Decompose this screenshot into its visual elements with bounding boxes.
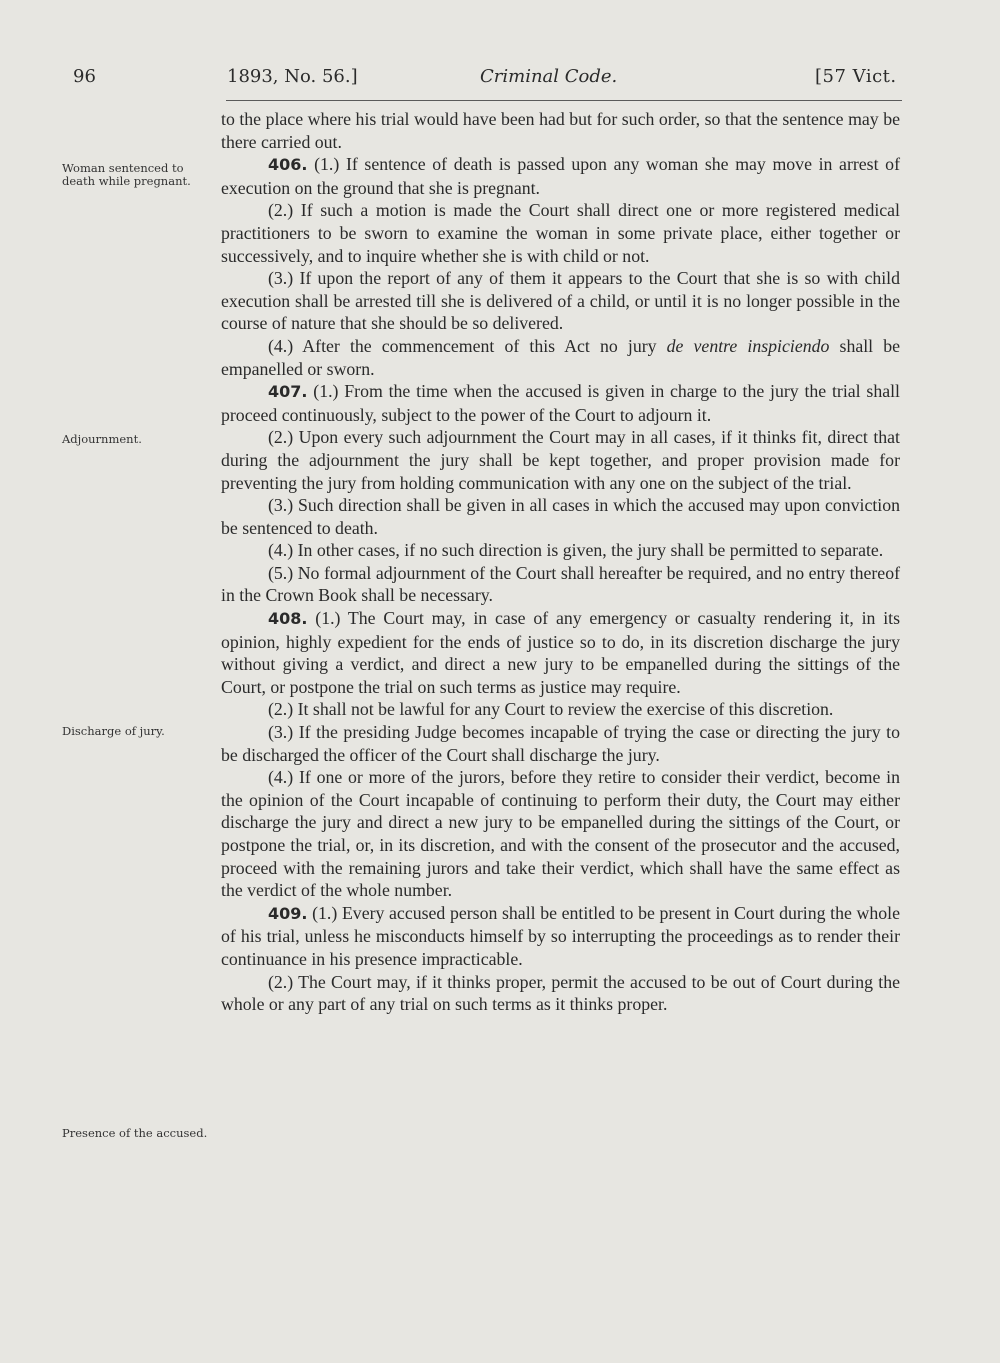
latin-phrase: de ventre inspiciendo: [666, 335, 830, 356]
running-header: [0, 66, 1000, 98]
section-407-subsection-5: (5.) No formal adjournment of the Court shall hereafter be required, and no entry thereof in the Crown Book shall be necessary.: [221, 562, 900, 606]
section-number: 408.: [268, 609, 308, 629]
margin-note-407: Adjournment.: [62, 432, 142, 446]
section-409-subsection-2: (2.) The Court may, if it thinks proper, permit the accused to be out of Court during the whole or any part of any trial on such terms as it thinks proper.: [221, 971, 900, 1015]
section-408-subsection-4: (4.) If one or more of the jurors, before they retire to consider their verdict, become in the opinion of the Court incapable of continuing to perform their duty, the Court may either discharge the jury and direct a new jury to be empanelled during the sittings of the Court, or postpone the trial, or, in its discretion, and with the consent of the prosecutor and the accused, proceed with the remaining jurors and take their verdict, which shall have the same effect as the verdict of the whole number.: [221, 767, 900, 901]
margin-note-409: Presence of the accused.: [62, 1126, 208, 1140]
section-406-subsection-4: (4.) After the commencement of this Act no jury de ventre inspiciendo shall be empanelled or sworn.: [221, 335, 900, 379]
regnal-year: [57 Vict.: [815, 66, 897, 87]
section-409-subsection-1: 409. (1.) Every accused person shall be entitled to be present in Court during the whole of his trial, unless he misconducts himself by so interrupting the proceedings as to render their continuance in his presence impracticable.: [221, 902, 900, 969]
body-text: [221, 108, 900, 1016]
section-number: 409.: [268, 903, 308, 923]
act-reference: 1893, No. 56.]: [227, 66, 358, 87]
running-title: Criminal Code.: [480, 66, 618, 87]
section-408-subsection-2: (2.) It shall not be lawful for any Court to review the exercise of this discretion.: [268, 699, 834, 720]
margin-note-406: Woman sentenced to death while pregnant.: [62, 161, 191, 188]
section-407-subsection-1: 407. (1.) From the time when the accused is given in charge to the jury the trial shall proceed continuously, subject to the power of the Court to adjourn it.: [221, 381, 901, 425]
page-number: 96: [73, 66, 96, 87]
section-406-subsection-2: (2.) If such a motion is made the Court shall direct one or more registered medical practitioners to be sworn to examine the woman in some private place, either together or successively, and to inquire whether she is with child or not.: [221, 200, 900, 266]
section-408-subsection-3: (3.) If the presiding Judge becomes incapable of trying the case or directing the jury to be discharged the officer of the Court shall discharge the jury.: [221, 722, 900, 765]
section-406-subsection-1: 406. (1.) If sentence of death is passed upon any woman she may move in arrest of execution on the ground that she is pregnant.: [221, 154, 900, 198]
header-rule: [226, 100, 902, 101]
section-number: 406.: [268, 155, 308, 175]
section-407-subsection-2: (2.) Upon every such adjournment the Court may in all cases, if it thinks fit, direct that during the adjournment the jury shall be kept together, and proper provision made for preventing the jury from holding communication with any one on the subject of the trial.: [221, 427, 900, 493]
section-407-subsection-3: (3.) Such direction shall be given in all cases in which the accused may upon conviction be sentenced to death.: [221, 495, 900, 538]
margin-note-408: Discharge of jury.: [62, 724, 165, 738]
section-407-subsection-4: (4.) In other cases, if no such direction is given, the jury shall be permitted to separate.: [268, 540, 884, 561]
continued-paragraph: to the place where his trial would have been had but for such order, so that the sentence may be there carried out.: [221, 109, 900, 152]
section-406-subsection-3: (3.) If upon the report of any of them it appears to the Court that she is so with child execution shall be arrested till she is delivered of a child, or until it is no longer possible in the course of nature that she should be so delivered.: [221, 268, 900, 334]
section-408-subsection-1: 408. (1.) The Court may, in case of any emergency or casualty rendering it, in its opinion, highly expedient for the ends of justice so to do, in its discretion discharge the jury without giving a verdict, and direct a new jury to be empanelled during the sittings of the Court, or postpone the trial on such terms as justice may require.: [221, 608, 900, 697]
section-number: 407.: [268, 382, 308, 402]
